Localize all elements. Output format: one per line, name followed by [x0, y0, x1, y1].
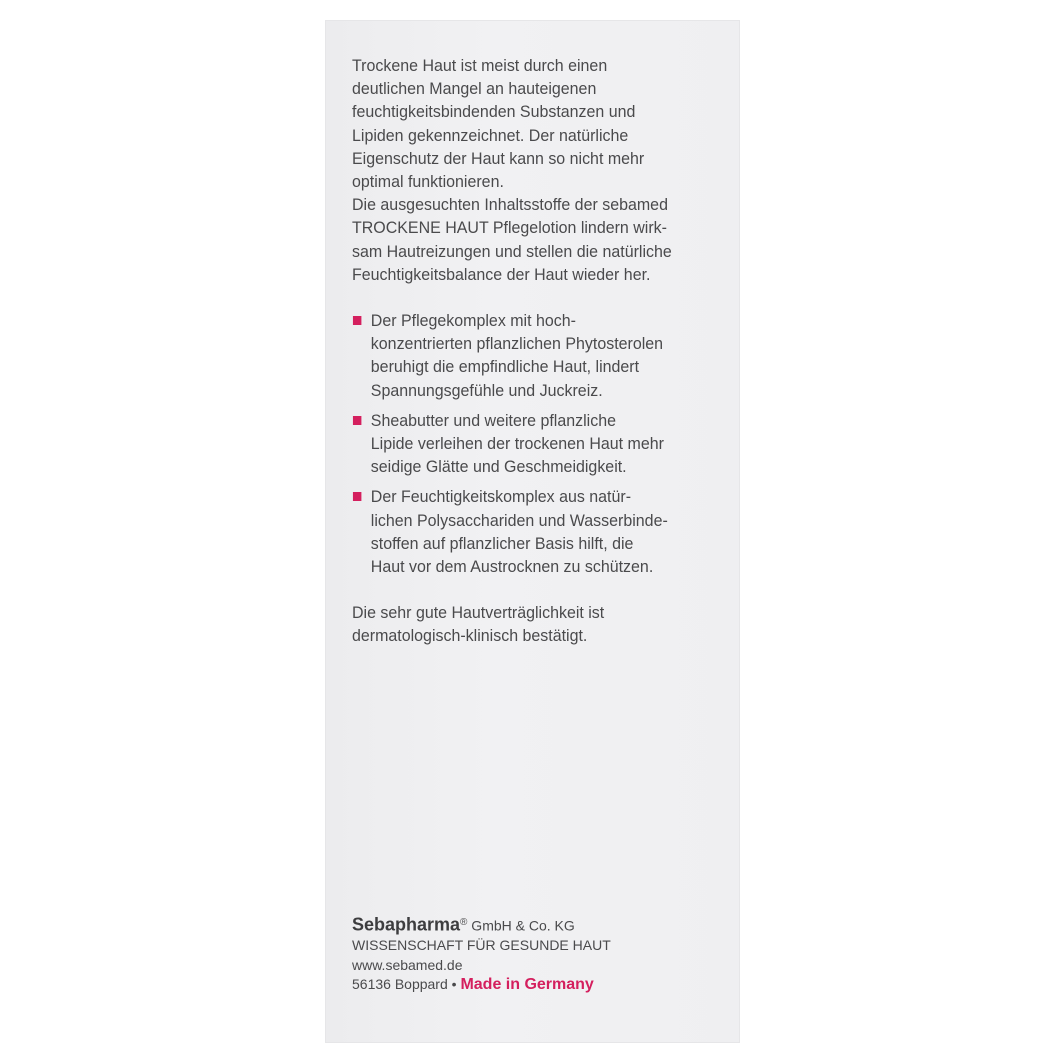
address: 56136 Boppard •	[352, 976, 461, 993]
bullet-line: lichen Polysacchariden und Wasserbinde-	[370, 510, 668, 530]
manufacturer-footer	[352, 913, 732, 995]
address-line	[352, 975, 732, 995]
square-bullet-icon	[353, 492, 361, 501]
intro-line: Eigenschutz der Haut kann so nicht mehr	[352, 148, 645, 168]
square-bullet-icon	[353, 416, 361, 425]
bullet-line: Der Feuchtigkeitskomplex aus natür-	[370, 487, 632, 507]
bullet-line: Spannungsgefühle und Juckreiz.	[370, 380, 603, 400]
bullet-line: konzentrierten pflanzlichen Phytosterolen	[370, 334, 664, 354]
closing-line: Die sehr gute Hautverträglichkeit ist	[352, 603, 605, 623]
tagline: WISSENSCHAFT FÜR GESUNDE HAUT	[352, 937, 611, 954]
intro-line: Lipiden gekennzeichnet. Der natürliche	[352, 125, 629, 145]
bullet-line: Sheabutter und weitere pflanzliche	[370, 410, 616, 430]
intro-line: Die ausgesuchten Inhaltsstoffe der sebamed	[352, 195, 668, 215]
closing-line: dermatologisch-klinisch bestätigt.	[352, 626, 588, 646]
bullet-line: beruhigt die empfindliche Haut, lindert	[370, 357, 640, 377]
company-suffix: GmbH & Co. KG	[467, 917, 575, 934]
website-link: www.sebamed.de	[352, 956, 463, 973]
intro-line: TROCKENE HAUT Pflegelotion lindern wirk-	[352, 218, 667, 238]
intro-paragraph	[352, 54, 700, 286]
intro-line: sam Hautreizungen und stellen die natürliche	[352, 241, 672, 261]
brand-name: Sebapharma	[352, 914, 461, 935]
bullet-line: Lipide verleihen der trockenen Haut mehr	[370, 434, 664, 454]
made-in-label: Made in Germany	[460, 976, 594, 994]
bullet-line: Haut vor dem Austrocknen zu schützen.	[370, 557, 654, 577]
company-line	[352, 913, 732, 936]
description-text	[352, 54, 700, 648]
intro-line: deutlichen Mangel an hauteigenen	[352, 79, 597, 99]
bullet-line: stoffen auf pflanzlicher Basis hilft, die	[370, 533, 634, 553]
bullet-line: seidige Glätte und Geschmeidigkeit.	[370, 457, 627, 477]
intro-line: feuchtigkeitsbindenden Substanzen und	[352, 102, 636, 122]
intro-line: optimal funktionieren.	[352, 172, 504, 192]
registered-mark: ®	[460, 917, 468, 928]
bullet-line: Der Pflegekomplex mit hoch-	[370, 311, 576, 331]
square-bullet-icon	[353, 316, 361, 325]
list-item	[352, 309, 700, 402]
closing-paragraph	[352, 601, 700, 647]
list-item	[352, 485, 700, 578]
benefit-list	[352, 309, 700, 578]
list-item	[352, 409, 700, 479]
intro-line: Trockene Haut ist meist durch einen	[352, 56, 608, 75]
intro-line: Feuchtigkeitsbalance der Haut wieder her.	[352, 264, 651, 284]
